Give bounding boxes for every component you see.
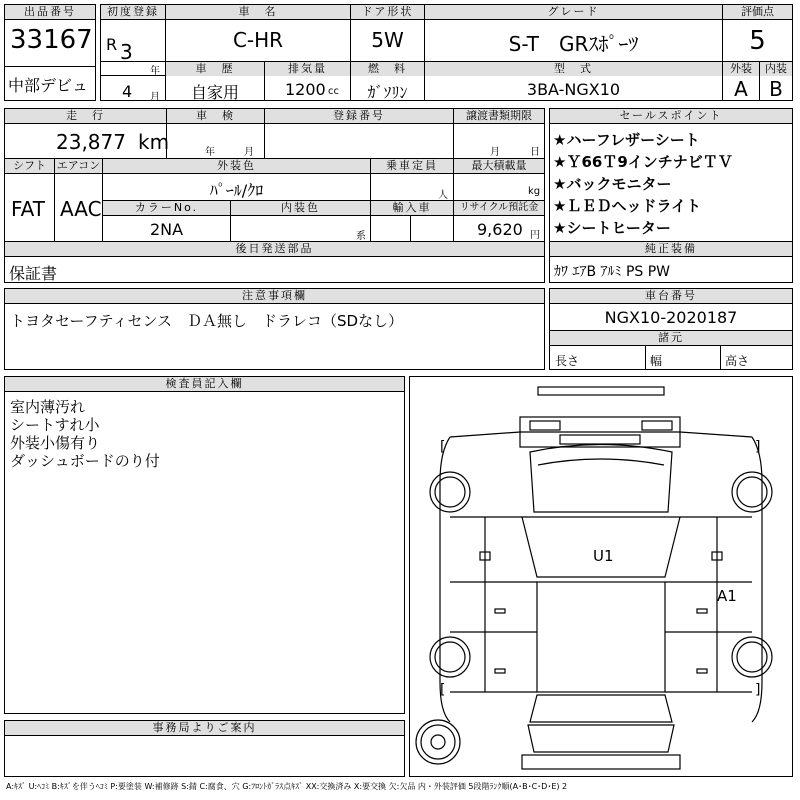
- interior-color-unit: 系: [356, 231, 366, 242]
- transfer-month: 月: [490, 147, 500, 158]
- aircon: AAC: [60, 197, 102, 221]
- aircon-label: エアコン: [56, 159, 101, 172]
- car-name: C-HR: [232, 28, 284, 52]
- damage-mark-roof: U1: [593, 547, 614, 565]
- height-label: 高さ: [725, 354, 750, 368]
- reg-year-unit: 年: [150, 66, 160, 77]
- displacement-label: 排気量: [265, 62, 350, 76]
- grade: S-T GRｽﾎﾟｰﾂ: [508, 32, 639, 56]
- notes-label: 注意事項欄: [5, 289, 544, 303]
- exterior-color: ﾊﾟｰﾙ/ｸﾛ: [209, 181, 264, 200]
- first-reg-label: 初度登録: [101, 5, 165, 19]
- chassis-label: 車台番号: [550, 289, 792, 303]
- model-code: 3BA-NGX10: [526, 80, 621, 99]
- score: 5: [749, 26, 766, 56]
- inspector-line: シートすれ小: [10, 416, 100, 434]
- dims-label: 諸元: [550, 331, 792, 345]
- sales-point: ★ハーフレザーシート: [553, 131, 700, 149]
- history-label: 車 歴: [166, 62, 264, 76]
- chassis-number: NGX10-2020187: [604, 308, 738, 327]
- fuel: ｶﾞｿﾘﾝ: [367, 83, 408, 102]
- length-label: 長さ: [555, 354, 580, 368]
- lot-label: 出品番号: [5, 5, 95, 19]
- recycle-fee: 9,620: [477, 220, 523, 239]
- auction-region: 中部デビュ: [8, 76, 89, 95]
- inspector-label: 検査員記入欄: [5, 377, 404, 391]
- capacity-label: 乗車定員: [371, 159, 453, 173]
- notes-text: トヨタセーフティセンス ＤＡ無し ドラレコ（SDなし）: [10, 312, 404, 330]
- sales-points-label: セールスポイント: [550, 109, 792, 123]
- reg-year: 3: [120, 40, 133, 64]
- bracket-right-bottom: ]: [755, 682, 761, 698]
- score-label: 評価点: [723, 5, 792, 19]
- reg-month: 4: [122, 82, 133, 101]
- era: R: [106, 35, 118, 54]
- displacement: 1200: [285, 80, 326, 99]
- displacement-unit: cc: [328, 86, 339, 97]
- interior-label: 内装: [760, 62, 792, 76]
- sales-point: ★ＬＥＤヘッドライト: [553, 197, 701, 215]
- later-parts: 保証書: [9, 264, 58, 283]
- inspector-line: 外装小傷有り: [10, 434, 101, 452]
- sales-point: ★Ｙ66Ｔ9インチナビＴＶ: [553, 153, 733, 171]
- equipment-label: 純正装備: [550, 242, 792, 256]
- shift-label: シフト: [5, 159, 54, 173]
- sales-point: ★バックモニター: [553, 175, 672, 193]
- recycle-unit: 円: [530, 230, 540, 241]
- bracket-left-top: [: [440, 439, 446, 455]
- later-parts-label: 後日発送部品: [5, 242, 544, 256]
- recycle-label: リサイクル預託金: [454, 201, 544, 215]
- bracket-left-bottom: [: [440, 682, 446, 698]
- inspection-label: 車 検: [167, 109, 264, 123]
- color-number: 2NA: [149, 220, 184, 239]
- reg-month-unit: 月: [150, 92, 160, 103]
- import-label: 輸入車: [371, 201, 453, 215]
- transfer-label: 譲渡書類期限: [454, 109, 544, 123]
- interior-color-label: 内装色: [231, 201, 370, 215]
- transfer-day: 日: [530, 147, 540, 158]
- inspection-month-unit: 月: [244, 147, 254, 158]
- lot-number: 33167: [10, 25, 93, 55]
- inspection-year-unit: 年: [205, 147, 215, 158]
- car-name-label: 車 名: [166, 5, 350, 19]
- width-label: 幅: [650, 354, 663, 368]
- capacity-unit: 人: [438, 190, 448, 201]
- inspector-line: 室内薄汚れ: [10, 398, 86, 416]
- regno-label: 登録番号: [265, 109, 453, 123]
- damage-mark-right-door: A1: [717, 587, 737, 605]
- mileage-unit: km: [138, 130, 170, 154]
- inspector-line: ダッシュボードのり付: [10, 452, 160, 470]
- history: 自家用: [190, 83, 239, 102]
- mileage-label: 走 行: [5, 109, 166, 123]
- grade-label: グレード: [425, 5, 722, 19]
- mileage: 23,877: [56, 130, 126, 154]
- model-label: 型 式: [425, 62, 722, 76]
- bracket-right-top: ]: [755, 439, 761, 455]
- exterior-grade: A: [734, 77, 748, 101]
- sales-point: ★シートヒーター: [553, 219, 671, 237]
- office-label: 事務局よりご案内: [5, 721, 404, 735]
- door-label: ドア形状: [351, 5, 424, 19]
- load-unit: kg: [528, 186, 541, 197]
- door-type: 5W: [371, 28, 404, 52]
- equipment: ｶﾜ ｴｱB ｱﾙﾐ PS PW: [554, 264, 671, 280]
- color-label: 外装色: [103, 159, 370, 173]
- colorno-label: カラーNo.: [103, 201, 230, 215]
- exterior-label: 外装: [723, 62, 759, 76]
- fuel-label: 燃 料: [351, 62, 424, 76]
- shift: FAT: [11, 197, 46, 221]
- car-diagram: [409, 376, 793, 777]
- interior-grade: B: [769, 77, 783, 101]
- footer-legend: A:ｷｽﾞ U:ﾍｺﾐ B:ｷｽﾞを伴うﾍｺﾐ P:要塗装 W:補修跡 S:錆 C:腐食、穴 G:ﾌﾛﾝﾄｶﾞﾗｽ点ｷｽﾞ XX:交換済み X:要交換 欠:欠品 内・外装評価 5段階ﾗﾝｸ順(A･B･C･D･E) 2: [6, 782, 568, 791]
- load-label: 最大積載量: [454, 159, 544, 173]
